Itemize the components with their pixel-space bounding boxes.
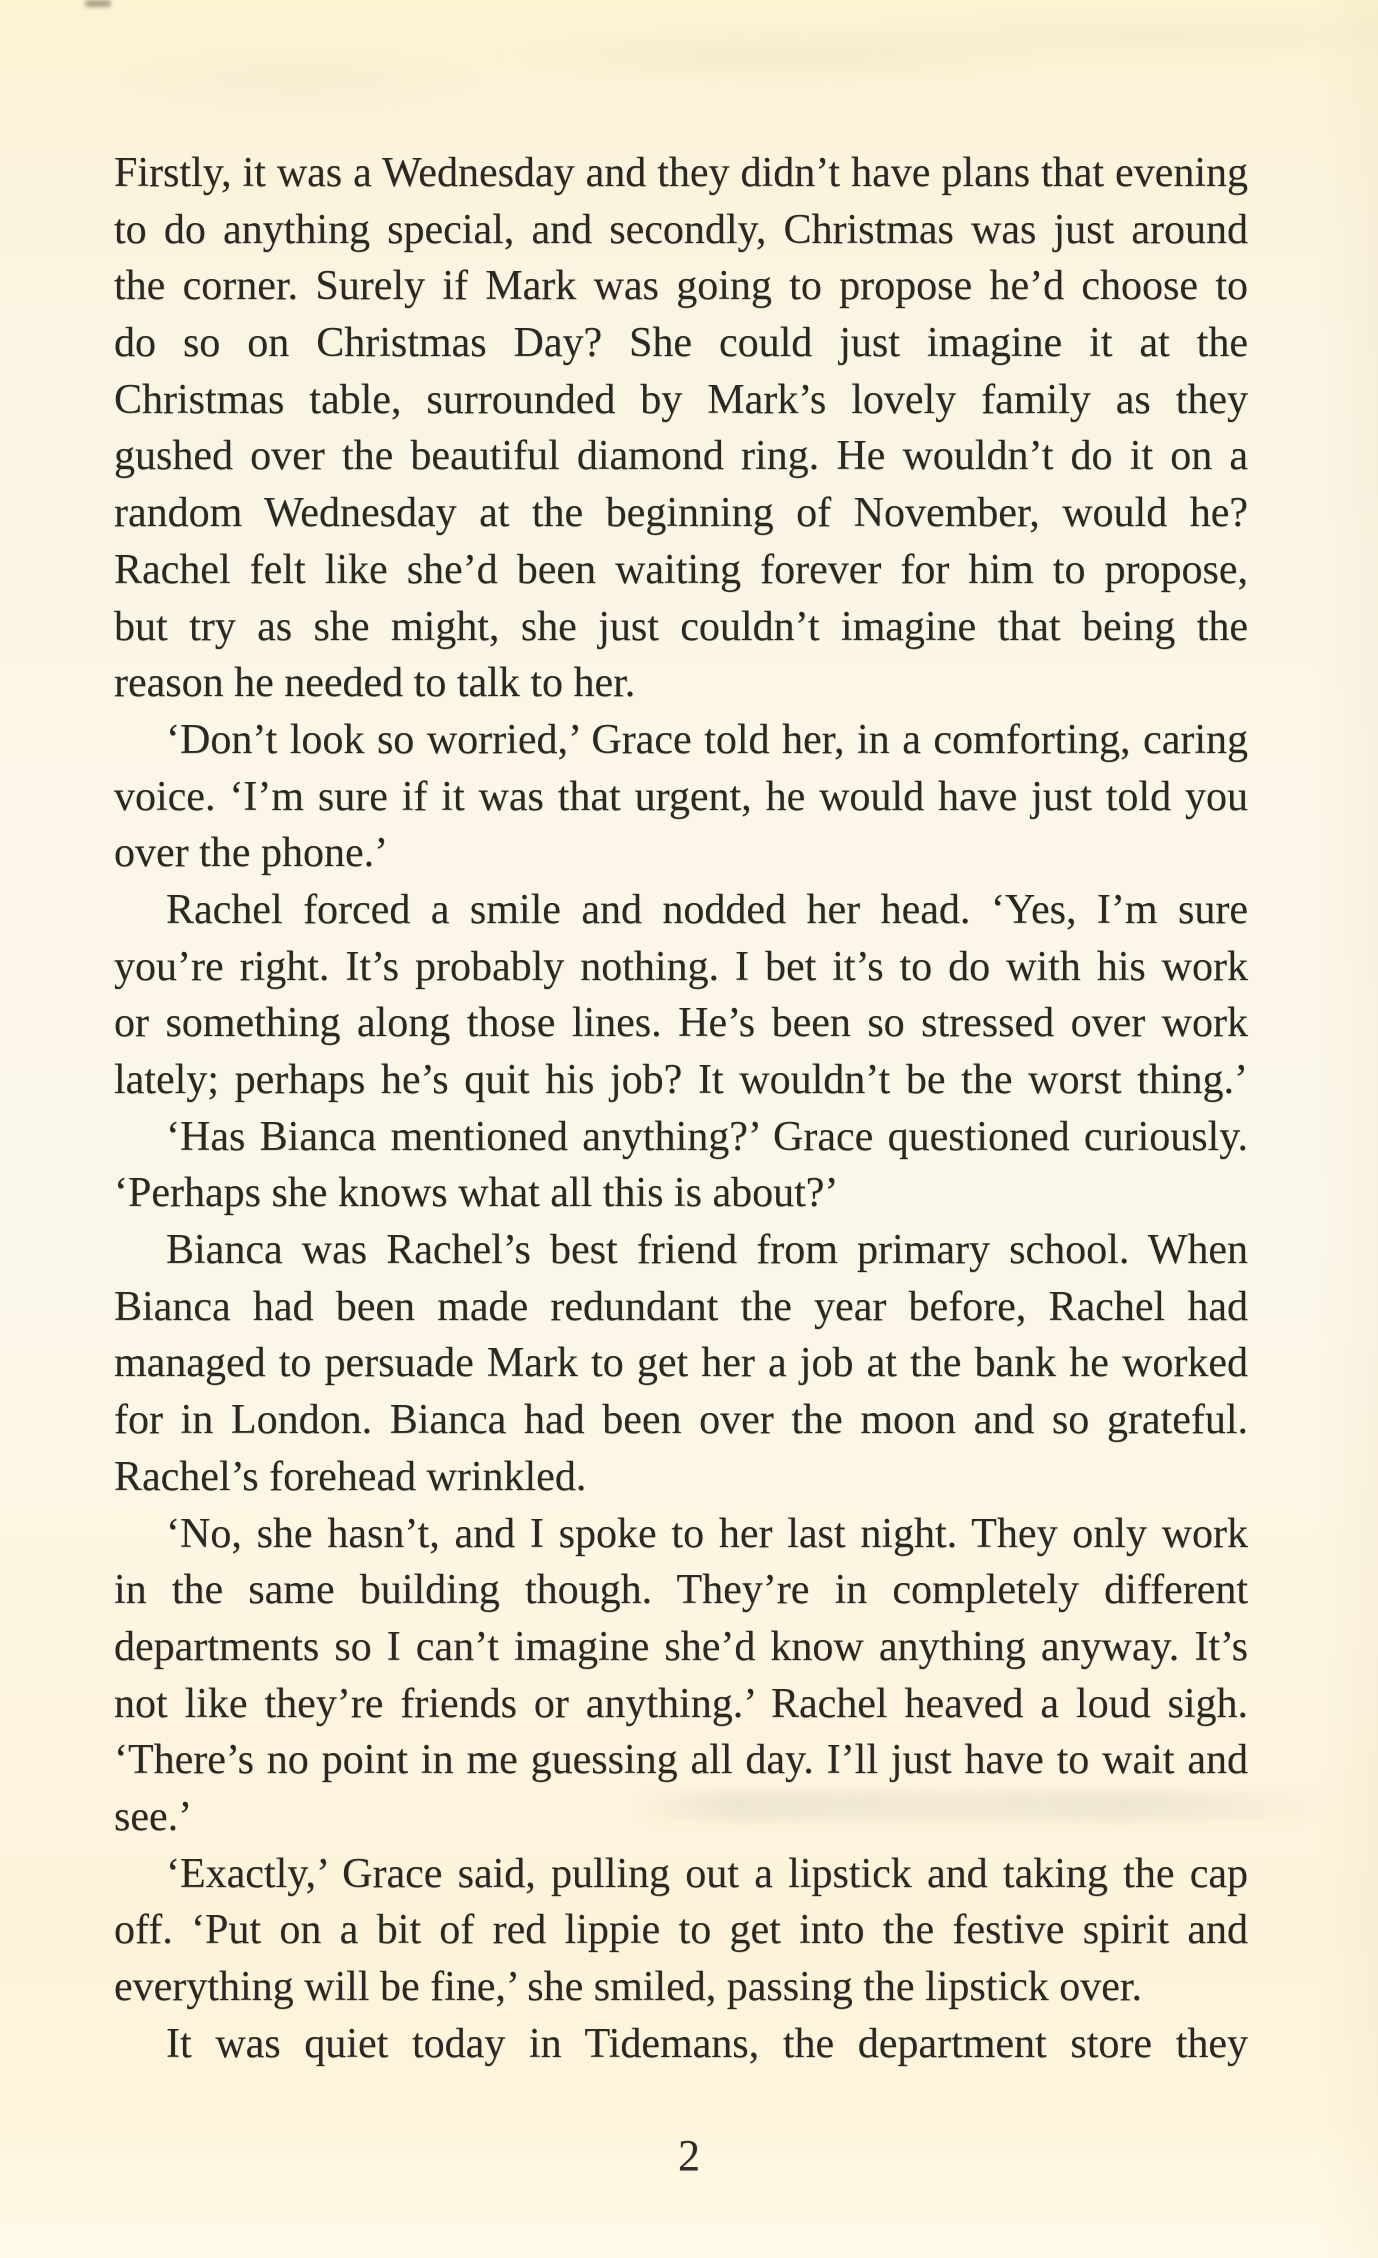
text-line: not like they’re friends or anything.’ Rachel heaved a loud sigh. [114, 1680, 1248, 1727]
text-line: voice. ‘I’m sure if it was that urgent, he would have just told you [114, 773, 1248, 820]
text-line: or something along those lines. He’s been so stressed over work [114, 1000, 1248, 1047]
text-line: departments so I can’t imagine she’d know anything anyway. It’s [114, 1623, 1248, 1670]
text-line: random Wednesday at the beginning of November, would he? [114, 490, 1248, 537]
text-line: everything will be fine,’ she smiled, passing the lipstick over. [114, 1964, 1143, 2010]
text-line: managed to persuade Mark to get her a job at the bank he worked [114, 1340, 1248, 1387]
text-line: to do anything special, and secondly, Christmas was just around [114, 206, 1248, 253]
text-line: Rachel forced a smile and nodded her head. ‘Yes, I’m sure [166, 886, 1248, 933]
page-text-block [114, 145, 1248, 2072]
text-line: It was quiet today in Tidemans, the department store they [166, 2020, 1248, 2067]
text-line: ‘Exactly,’ Grace said, pulling out a lipstick and taking the cap [166, 1850, 1248, 1897]
text-line: ‘Has Bianca mentioned anything?’ Grace questioned curiously. [166, 1113, 1248, 1160]
text-line: see.’ [114, 1793, 193, 1840]
text-line: gushed over the beautiful diamond ring. He wouldn’t do it on a [114, 433, 1248, 480]
scan-artifact-speck [85, 0, 111, 7]
text-line: do so on Christmas Day? She could just imagine it at the [114, 320, 1248, 367]
text-line: reason he needed to talk to her. [114, 660, 636, 707]
scan-artifact-top-mottling [0, 0, 1378, 130]
text-line: Firstly, it was a Wednesday and they didn’t have plans that evening [114, 150, 1248, 196]
scan-artifact-right-shading [1318, 0, 1378, 2258]
text-line: Christmas table, surrounded by Mark’s lovely family as they [114, 376, 1248, 423]
page-number: 2 [678, 2131, 700, 2180]
text-line: for in London. Bianca had been over the moon and so grateful. [114, 1397, 1248, 1444]
text-line: but try as she might, she just couldn’t imagine that being the [114, 603, 1248, 650]
text-line: ‘No, she hasn’t, and I spoke to her last night. They only work [166, 1510, 1248, 1557]
text-line: you’re right. It’s probably nothing. I bet it’s to do with his work [114, 943, 1248, 990]
text-line: lately; perhaps he’s quit his job? It wouldn’t be the worst thing.’ [114, 1057, 1248, 1103]
text-line: the corner. Surely if Mark was going to propose he’d choose to [114, 263, 1248, 310]
text-line: in the same building though. They’re in completely different [114, 1567, 1248, 1614]
text-line: ‘Perhaps she knows what all this is about?’ [114, 1170, 839, 1217]
text-line: Bianca was Rachel’s best friend from primary school. When [166, 1227, 1248, 1274]
text-line: off. ‘Put on a bit of red lippie to get into the festive spirit and [114, 1907, 1248, 1954]
text-line: ‘There’s no point in me guessing all day. I’ll just have to wait and [114, 1737, 1248, 1784]
text-line: Rachel’s forehead wrinkled. [114, 1453, 587, 1500]
text-line: over the phone.’ [114, 830, 389, 877]
text-line: ‘Don’t look so worried,’ Grace told her, in a comforting, caring [166, 716, 1248, 763]
text-line: Rachel felt like she’d been waiting forever for him to propose, [114, 546, 1248, 593]
text-line: Bianca had been made redundant the year before, Rachel had [114, 1283, 1248, 1330]
